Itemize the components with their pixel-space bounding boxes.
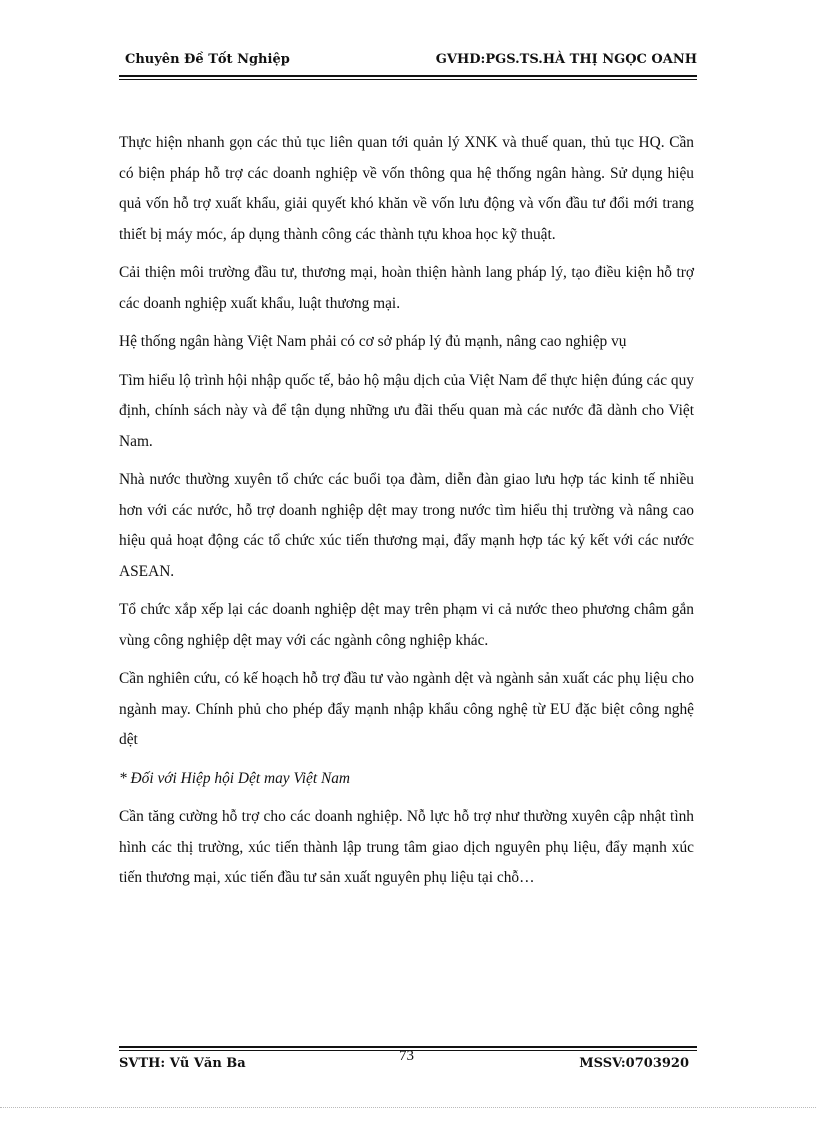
page-number: 73 [399, 1048, 414, 1064]
header-title: Chuyên Đề Tốt Nghiệp [125, 52, 290, 67]
header-supervisor: GVHD:PGS.TS.HÀ THỊ NGỌC OANH [435, 52, 697, 67]
paragraph: Tìm hiểu lộ trình hội nhập quốc tế, bảo hộ mậu dịch của Việt Nam để thực hiện đúng các quy định, chính sách này và để tận dụng những ưu đãi thếu quan mà các nước đã dành cho Việt Nam. [119, 371, 694, 450]
footer-student-id: MSSV:0703920 [579, 1056, 689, 1071]
paragraph: Thực hiện nhanh gọn các thủ tục liên quan tới quản lý XNK và thuế quan, thủ tục HQ. Cần có biện pháp hỗ trợ các doanh nghiệp về vốn thông qua hệ thống ngân hàng. Sử dụng hiệu quả vốn hỗ trợ xuất khẩu, giải quyết khó khăn về vốn lưu động và vốn đầu tư đổi mới trang thiết bị máy móc, áp dụng thành công các thành tựu khoa học kỹ thuật. [119, 134, 694, 243]
paragraph: Tổ chức xắp xếp lại các doanh nghiệp dệt may trên phạm vi cả nước theo phương châm gắn vùng công nghiệp dệt may với các ngành công nghiệp khác. [119, 601, 694, 649]
footer-student: SVTH: Vũ Văn Ba [119, 1056, 246, 1071]
paragraph: Hệ thống ngân hàng Việt Nam phải có cơ sở pháp lý đủ mạnh, nâng cao nghiệp vụ [119, 333, 627, 350]
header-rule [119, 75, 697, 77]
page-header [119, 52, 697, 72]
page-footer [119, 1048, 697, 1074]
header-rule-thin [119, 79, 697, 80]
section-heading: * Đối với Hiệp hội Dệt may Việt Nam [119, 769, 351, 787]
page-body [119, 128, 694, 902]
paragraph: Cần tăng cường hỗ trợ cho các doanh nghiệp. Nỗ lực hỗ trợ như thường xuyên cập nhật tình hình các thị trường, xúc tiến thành lập trung tâm giao dịch nguyên phụ liệu, đẩy mạnh xúc tiến thương mại, xúc tiến đầu tư sản xuất nguyên phụ liệu tại chỗ… [119, 808, 694, 886]
paragraph: Cải thiện môi trường đầu tư, thương mại, hoàn thiện hành lang pháp lý, tạo điều kiện hỗ trợ các doanh nghiệp xuất khẩu, luật thương mại. [119, 264, 694, 312]
paragraph: Nhà nước thường xuyên tổ chức các buổi tọa đàm, diễn đàn giao lưu hợp tác kinh tế nhiều hơn với các nước, hỗ trợ doanh nghiệp dệt may trong nước tìm hiểu thị trường và nâng cao hiệu quả hoạt động các tổ chức xúc tiến thương mại, đẩy mạnh hợp tác ký kết với các nước ASEAN. [119, 471, 694, 580]
page-boundary-divider [0, 1107, 816, 1108]
paragraph: Cần nghiên cứu, có kế hoạch hỗ trợ đầu tư vào ngành dệt và ngành sản xuất các phụ liệu cho ngành may. Chính phủ cho phép đẩy mạnh nhập khẩu công nghệ từ EU đặc biệt công nghệ dệt [119, 670, 694, 748]
